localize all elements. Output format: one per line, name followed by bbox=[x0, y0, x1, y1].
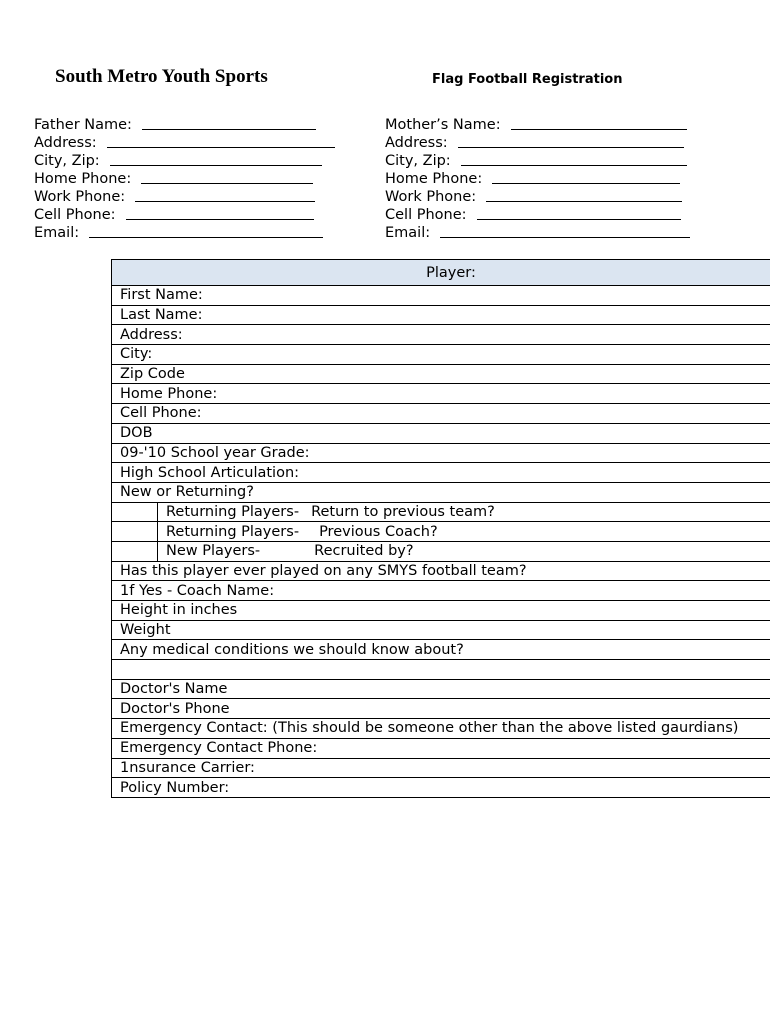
address-row[interactable]: Address: bbox=[112, 325, 770, 345]
high-school-row[interactable]: High School Articulation: bbox=[112, 463, 770, 483]
father-cell-phone-field bbox=[34, 206, 335, 224]
weight-row[interactable]: Weight bbox=[112, 620, 770, 640]
father-cell-phone-blank[interactable] bbox=[126, 206, 314, 220]
field-label: Father Name: bbox=[34, 117, 132, 133]
table-row[interactable] bbox=[112, 738, 770, 758]
mother-work-phone-blank[interactable] bbox=[486, 188, 682, 202]
emergency-phone-row[interactable]: Emergency Contact Phone: bbox=[112, 738, 770, 758]
medical-conditions-blank-row[interactable] bbox=[112, 660, 770, 680]
table-row[interactable] bbox=[112, 719, 770, 739]
table-header-row bbox=[112, 260, 770, 286]
returning-team-checkbox-cell[interactable] bbox=[112, 502, 158, 522]
city-row[interactable]: City: bbox=[112, 345, 770, 365]
coach-name-row[interactable]: 1f Yes - Coach Name: bbox=[112, 581, 770, 601]
table-row[interactable] bbox=[112, 620, 770, 640]
table-row[interactable] bbox=[112, 502, 770, 522]
father-name-field bbox=[34, 116, 335, 134]
field-label: Address: bbox=[34, 135, 97, 151]
field-label: Home Phone: bbox=[385, 171, 483, 187]
organization-name: South Metro Youth Sports bbox=[55, 66, 268, 87]
table-row[interactable] bbox=[112, 423, 770, 443]
field-label: Address: bbox=[385, 135, 448, 151]
field-label: City, Zip: bbox=[385, 153, 451, 169]
father-info-section bbox=[34, 116, 335, 242]
table-row[interactable] bbox=[112, 345, 770, 365]
father-email-field bbox=[34, 224, 335, 242]
field-label: Home Phone: bbox=[34, 171, 132, 187]
returning-team-question: Return to previous team? bbox=[311, 503, 495, 520]
last-name-row[interactable]: Last Name: bbox=[112, 305, 770, 325]
father-name-blank[interactable] bbox=[142, 116, 316, 130]
returning-coach-row[interactable] bbox=[158, 522, 770, 542]
mother-cell-phone-blank[interactable] bbox=[477, 206, 681, 220]
table-row[interactable] bbox=[112, 699, 770, 719]
new-player-row[interactable] bbox=[158, 541, 770, 561]
table-row[interactable] bbox=[112, 541, 770, 561]
mother-email-blank[interactable] bbox=[440, 224, 690, 238]
doctor-name-row[interactable]: Doctor's Name bbox=[112, 679, 770, 699]
cell-phone-row[interactable]: Cell Phone: bbox=[112, 404, 770, 424]
new-or-returning-row[interactable]: New or Returning? bbox=[112, 482, 770, 502]
returning-coach-question: Previous Coach? bbox=[319, 523, 438, 540]
returning-team-row[interactable] bbox=[158, 502, 770, 522]
field-label: Email: bbox=[34, 225, 80, 241]
mother-name-field bbox=[385, 116, 690, 134]
table-row[interactable] bbox=[112, 660, 770, 680]
played-before-row[interactable]: Has this player ever played on any SMYS football team? bbox=[112, 561, 770, 581]
height-row[interactable]: Height in inches bbox=[112, 601, 770, 621]
insurance-carrier-row[interactable]: 1nsurance Carrier: bbox=[112, 758, 770, 778]
table-row[interactable] bbox=[112, 463, 770, 483]
home-phone-row[interactable]: Home Phone: bbox=[112, 384, 770, 404]
medical-conditions-row[interactable]: Any medical conditions we should know about? bbox=[112, 640, 770, 660]
father-home-phone-field bbox=[34, 170, 335, 188]
new-player-label: New Players- bbox=[166, 543, 261, 560]
new-player-checkbox-cell[interactable] bbox=[112, 541, 158, 561]
table-row[interactable] bbox=[112, 384, 770, 404]
field-label: City, Zip: bbox=[34, 153, 100, 169]
table-row[interactable] bbox=[112, 404, 770, 424]
father-home-phone-blank[interactable] bbox=[141, 170, 313, 184]
mother-home-phone-blank[interactable] bbox=[492, 170, 680, 184]
mother-info-section bbox=[385, 116, 690, 242]
field-label: Work Phone: bbox=[34, 189, 126, 205]
table-row[interactable] bbox=[112, 522, 770, 542]
mother-city-zip-blank[interactable] bbox=[461, 152, 687, 166]
policy-number-row[interactable]: Policy Number: bbox=[112, 778, 770, 798]
returning-coach-checkbox-cell[interactable] bbox=[112, 522, 158, 542]
table-row[interactable] bbox=[112, 364, 770, 384]
mother-cell-phone-field bbox=[385, 206, 690, 224]
table-row[interactable] bbox=[112, 758, 770, 778]
table-row[interactable] bbox=[112, 778, 770, 798]
recruited-by-question: Recruited by? bbox=[314, 543, 414, 560]
form-title: Flag Football Registration bbox=[432, 72, 623, 87]
table-row[interactable] bbox=[112, 286, 770, 306]
father-city-zip-field bbox=[34, 152, 335, 170]
emergency-contact-row[interactable]: Emergency Contact: (This should be someone other than the above listed gaurdians) bbox=[112, 719, 770, 739]
table-row[interactable] bbox=[112, 443, 770, 463]
mother-work-phone-field bbox=[385, 188, 690, 206]
school-grade-row[interactable]: 09-'10 School year Grade: bbox=[112, 443, 770, 463]
table-row[interactable] bbox=[112, 640, 770, 660]
table-row[interactable] bbox=[112, 561, 770, 581]
player-section-header: Player: bbox=[112, 260, 770, 286]
field-label: Cell Phone: bbox=[34, 207, 116, 223]
father-address-field bbox=[34, 134, 335, 152]
father-work-phone-blank[interactable] bbox=[135, 188, 315, 202]
mother-address-blank[interactable] bbox=[458, 134, 684, 148]
field-label: Mother’s Name: bbox=[385, 117, 501, 133]
mother-email-field bbox=[385, 224, 690, 242]
returning-team-label: Returning Players- bbox=[166, 503, 300, 520]
mother-name-blank[interactable] bbox=[511, 116, 687, 130]
field-label: Cell Phone: bbox=[385, 207, 467, 223]
mother-home-phone-field bbox=[385, 170, 690, 188]
table-row[interactable] bbox=[112, 601, 770, 621]
mother-city-zip-field bbox=[385, 152, 690, 170]
table-row[interactable] bbox=[112, 325, 770, 345]
player-info-table bbox=[111, 259, 770, 798]
father-email-blank[interactable] bbox=[89, 224, 323, 238]
table-row[interactable] bbox=[112, 482, 770, 502]
father-address-blank[interactable] bbox=[107, 134, 335, 148]
field-label: Work Phone: bbox=[385, 189, 477, 205]
doctor-phone-row[interactable]: Doctor's Phone bbox=[112, 699, 770, 719]
table-row[interactable] bbox=[112, 305, 770, 325]
father-work-phone-field bbox=[34, 188, 335, 206]
table-row[interactable] bbox=[112, 679, 770, 699]
first-name-row[interactable]: First Name: bbox=[112, 286, 770, 306]
zip-code-row[interactable]: Zip Code bbox=[112, 364, 770, 384]
table-row[interactable] bbox=[112, 581, 770, 601]
dob-row[interactable]: DOB bbox=[112, 423, 770, 443]
mother-address-field bbox=[385, 134, 690, 152]
returning-coach-label: Returning Players- bbox=[166, 523, 300, 540]
father-city-zip-blank[interactable] bbox=[110, 152, 322, 166]
field-label: Email: bbox=[385, 225, 431, 241]
